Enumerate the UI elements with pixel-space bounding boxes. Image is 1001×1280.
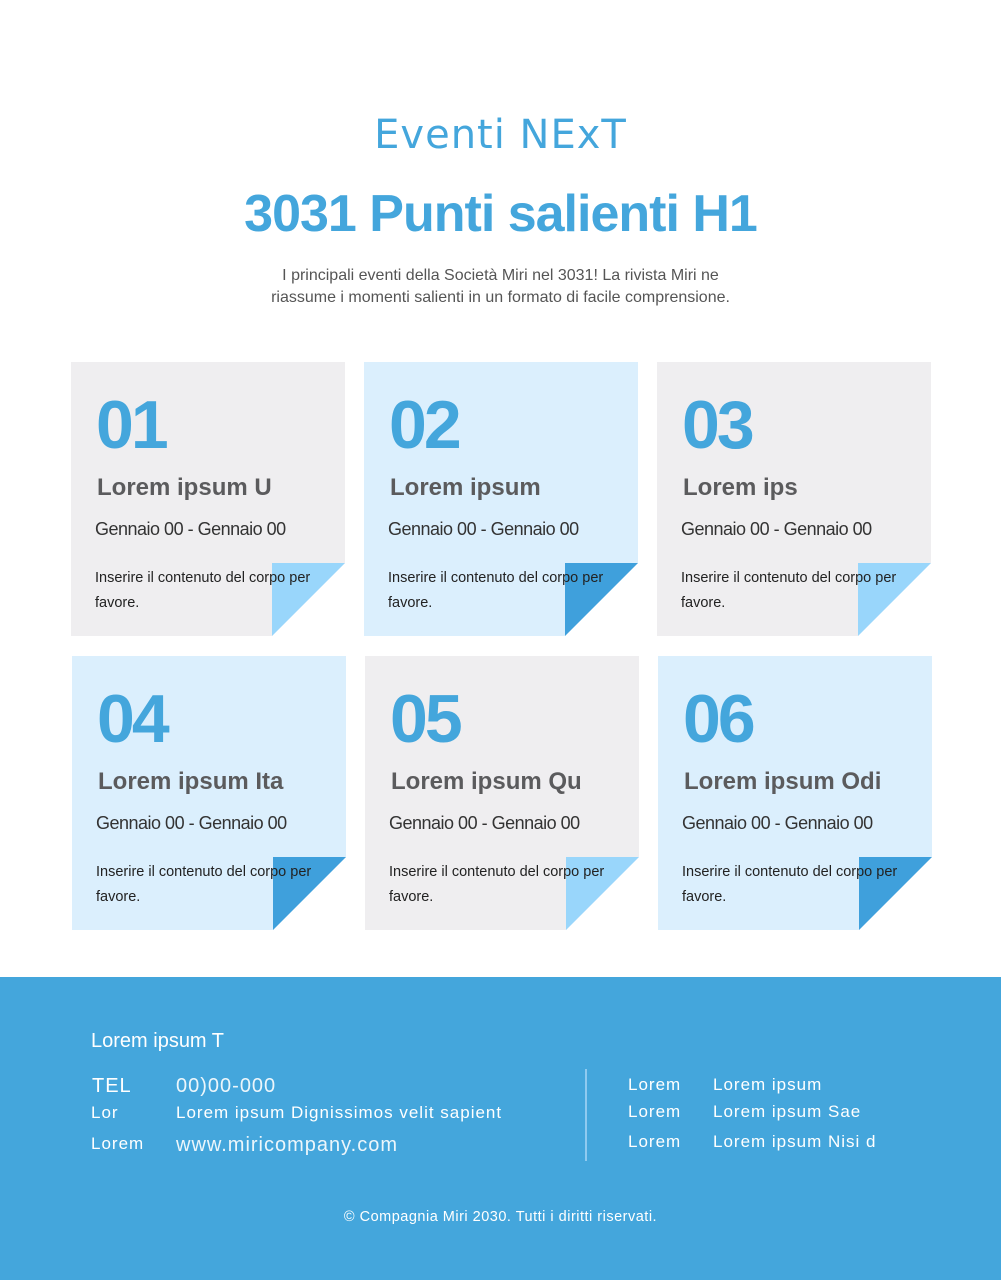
card-body: Inserire il contenuto del corpo per favore.	[389, 864, 605, 905]
card-title: Lorem ipsum U	[97, 474, 272, 501]
card-dates: Gennaio 00 - Gennaio 00	[96, 813, 287, 833]
card-body: Inserire il contenuto del corpo per favore.	[682, 864, 898, 905]
footer	[0, 977, 1001, 1280]
footer-label: TEL	[92, 1075, 132, 1097]
page-subtitle: I principali eventi della Società Miri nel 3031! La rivista Miri ne riassume i momenti salienti in un formato di facile comprensione.	[271, 267, 730, 306]
footer-address: Lorem ipsum Dignissimos velit sapient	[176, 1103, 503, 1122]
card-body: Inserire il contenuto del corpo per favore.	[95, 570, 311, 611]
highlight-card	[71, 362, 345, 636]
footer-divider	[585, 1069, 587, 1161]
highlight-card	[365, 656, 639, 930]
footer-label: Lorem	[628, 1132, 682, 1151]
card-dates: Gennaio 00 - Gennaio 00	[389, 813, 580, 833]
footer-value: Lorem ipsum	[713, 1075, 823, 1094]
card-number: 03	[682, 387, 752, 463]
footer-label: Lor	[91, 1103, 119, 1122]
card-body: Inserire il contenuto del corpo per favore.	[96, 864, 312, 905]
footer-label: Lorem	[628, 1075, 682, 1094]
footer-value: Lorem ipsum Sae	[713, 1102, 862, 1121]
card-body: Inserire il contenuto del corpo per favore.	[388, 570, 604, 611]
card-title: Lorem ipsum Odi	[684, 768, 882, 795]
card-title: Lorem ips	[683, 474, 798, 501]
card-title: Lorem ipsum Qu	[391, 768, 582, 795]
eyebrow-title: Eventi NExT	[374, 112, 627, 158]
highlight-card	[658, 656, 932, 930]
footer-label: Lorem	[628, 1102, 682, 1121]
card-body: Inserire il contenuto del corpo per favore.	[681, 570, 897, 611]
card-number: 01	[96, 387, 166, 463]
card-dates: Gennaio 00 - Gennaio 00	[95, 519, 286, 539]
card-number: 02	[389, 387, 459, 463]
highlight-card	[657, 362, 931, 636]
copyright: © Compagnia Miri 2030. Tutti i diritti riservati.	[343, 1209, 658, 1225]
card-dates: Gennaio 00 - Gennaio 00	[682, 813, 873, 833]
card-number: 05	[390, 681, 460, 757]
card-dates: Gennaio 00 - Gennaio 00	[388, 519, 579, 539]
card-number: 04	[97, 681, 167, 757]
card-dates: Gennaio 00 - Gennaio 00	[681, 519, 872, 539]
card-title: Lorem ipsum Ita	[98, 768, 284, 795]
page-title: 3031 Punti salienti H1	[244, 185, 757, 243]
highlight-card	[72, 656, 346, 930]
footer-phone: 00)00-000	[176, 1075, 277, 1097]
highlight-card	[364, 362, 638, 636]
footer-title: Lorem ipsum T	[91, 1030, 225, 1052]
card-title: Lorem ipsum	[390, 474, 541, 501]
footer-website-link[interactable]: www.miricompany.com	[176, 1134, 398, 1156]
footer-value: Lorem ipsum Nisi d	[713, 1132, 877, 1151]
footer-label: Lorem	[91, 1134, 145, 1153]
card-number: 06	[683, 681, 753, 757]
